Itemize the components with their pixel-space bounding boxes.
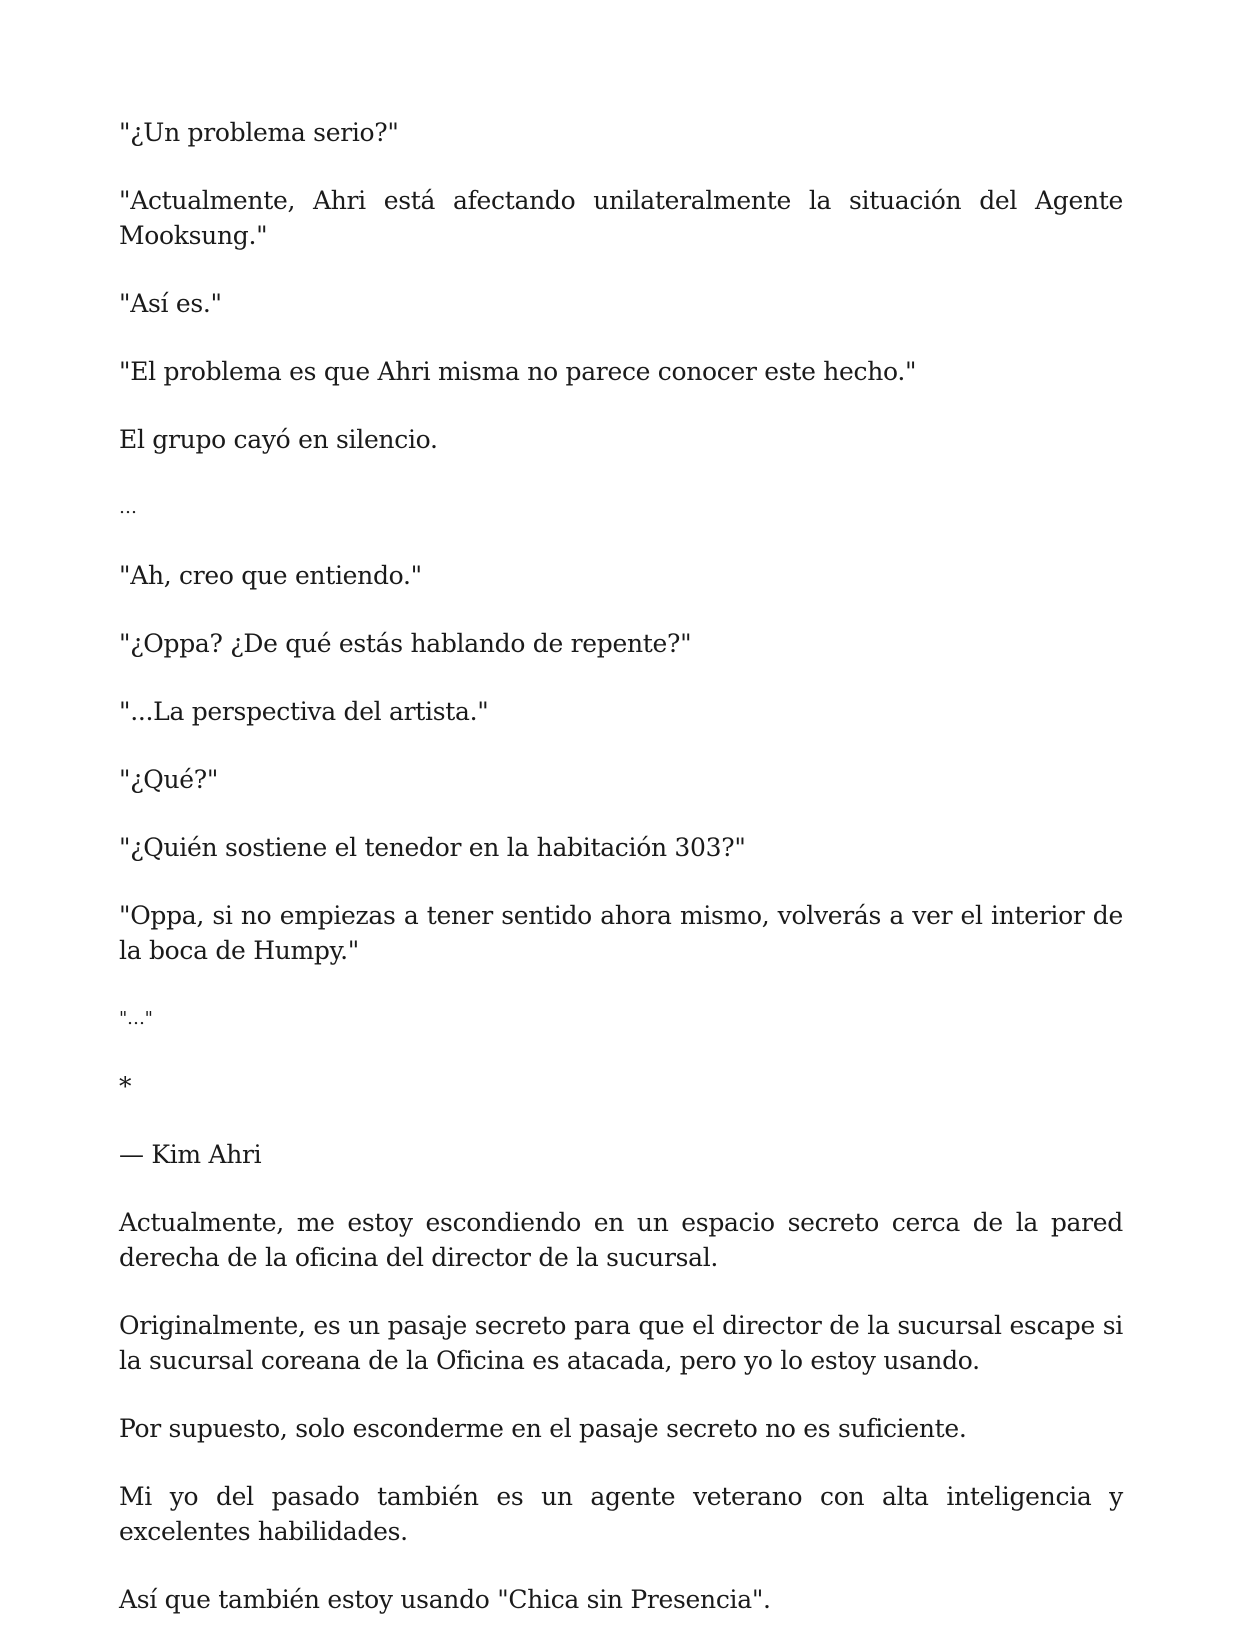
paragraph: "El problema es que Ahri misma no parece conocer este hecho." (119, 357, 917, 386)
paragraph: "Ah, creo que entiendo." (119, 561, 422, 590)
paragraph: Así que también estoy usando "Chica sin Presencia". (119, 1585, 771, 1614)
paragraph: Por supuesto, solo esconderme en el pasaje secreto no es suficiente. (119, 1414, 967, 1443)
paragraph: Mi yo del pasado también es un agente veterano con alta inteligencia y excelentes habilidades. (119, 1482, 1123, 1546)
scene-break: * (119, 1072, 132, 1101)
paragraph: "Así es." (119, 289, 222, 318)
paragraph: "¿Oppa? ¿De qué estás hablando de repente?" (119, 629, 692, 658)
ellipsis-paragraph: … (119, 497, 137, 518)
paragraph: Actualmente, me estoy escondiendo en un espacio secreto cerca de la pared derecha de la oficina del director de la sucursal. (119, 1208, 1123, 1272)
paragraph: "¿Quién sostiene el tenedor en la habitación 303?" (119, 833, 746, 862)
ellipsis-paragraph: "…" (119, 1008, 153, 1029)
paragraph: Originalmente, es un pasaje secreto para que el director de la sucursal escape si la sucursal coreana de la Oficina es atacada, pero yo lo estoy usando. (119, 1311, 1123, 1375)
paragraph: "¿Un problema serio?" (119, 118, 399, 147)
text-column (119, 115, 1123, 1650)
paragraph: "Actualmente, Ahri está afectando unilateralmente la situación del Agente Mooksung." (119, 186, 1123, 250)
paragraph: "¿Qué?" (119, 765, 219, 794)
paragraph: El grupo cayó en silencio. (119, 425, 438, 454)
paragraph: "Oppa, si no empiezas a tener sentido ahora mismo, volverás a ver el interior de la boca de Humpy." (119, 901, 1123, 965)
paragraph: "...La perspectiva del artista." (119, 697, 489, 726)
pov-heading: — Kim Ahri (119, 1140, 262, 1169)
